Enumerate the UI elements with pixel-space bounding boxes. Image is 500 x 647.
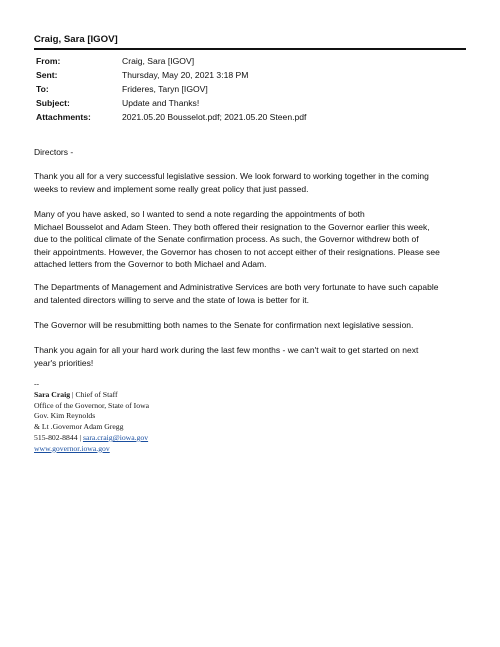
signature-name-line (34, 390, 149, 401)
header-label: Subject: (36, 98, 70, 108)
header-label: From: (36, 56, 61, 66)
signature-lt-governor: & Lt .Governor Adam Gregg (34, 422, 124, 432)
signature-email-link[interactable]: sara.craig@iowa.gov (82, 432, 149, 442)
body-paragraph: The Governor will be resubmitting both names to the Senate for confirmation next legislative session. (34, 320, 414, 330)
header-sent-value: Thursday, May 20, 2021 3:18 PM (122, 70, 249, 80)
signature-separator: -- (34, 379, 40, 388)
signature-website-link[interactable]: www.governor.iowa.gov (34, 443, 110, 453)
header-to-value: Frideres, Taryn [IGOV] (122, 84, 208, 94)
signature-governor: Gov. Kim Reynolds (34, 411, 96, 421)
closing-paragraph: Thank you again for all your hard work during the last few months - we can't wait to get started on next year's priorities! (34, 345, 419, 368)
header-label: To: (36, 84, 49, 94)
sender-name: Craig, Sara [IGOV] (34, 34, 118, 45)
email-signature (34, 379, 149, 455)
header-label: Sent: (36, 70, 58, 80)
header-subject-value: Update and Thanks! (122, 98, 200, 108)
signature-name: Sara Craig (34, 389, 71, 399)
header-label: Attachments: (36, 112, 91, 122)
body-paragraph: Thank you all for a very successful legislative session. We look forward to working together in the coming weeks to review and implement some really great policy that just passed. (34, 171, 429, 194)
body-paragraph: The Departments of Management and Administrative Services are both very fortunate to have such capable and talented directors willing to serve and the state of Iowa is better for it. (34, 282, 439, 305)
greeting: Directors - (34, 147, 74, 157)
header-attachments-value: 2021.05.20 Bousselot.pdf; 2021.05.20 Steen.pdf (122, 112, 307, 122)
signature-divider: | (72, 389, 74, 399)
header-divider (34, 48, 466, 50)
signature-office: Office of the Governor, State of Iowa (34, 400, 150, 410)
signature-title: Chief of Staff (75, 389, 118, 399)
signature-phone: 515-802-8844 (34, 432, 78, 442)
signature-contact-line (34, 433, 149, 444)
signature-divider: | (79, 432, 82, 442)
body-paragraph: Many of you have asked, so I wanted to send a note regarding the appointments of both Michael Bousselot and Adam Steen. They both offered their resignation to the Governor earlier this week, due to the political climate of the Senate confirmation process. As such, the Governor withdrew both of their appointments. However, the Governor has chosen to not accept either of their resignations. Please see attached letters from the Governor to both Michael and Adam. (34, 209, 440, 270)
header-from-value: Craig, Sara [IGOV] (122, 56, 195, 66)
